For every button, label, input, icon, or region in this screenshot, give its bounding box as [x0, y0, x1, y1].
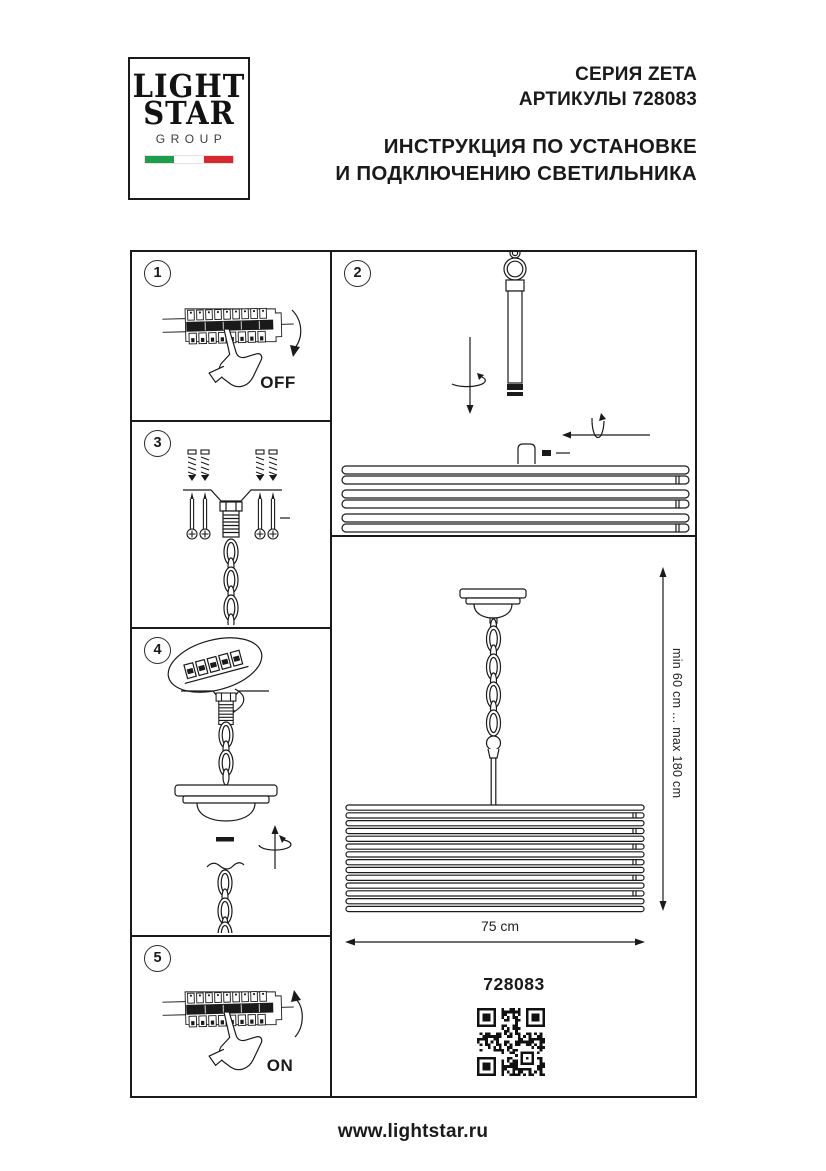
steps-column	[132, 252, 332, 1096]
width-label: 75 cm	[480, 918, 520, 934]
document-header	[335, 62, 697, 187]
step-number-5: 5	[144, 945, 171, 972]
step-number-2: 2	[344, 260, 371, 287]
right-column	[332, 252, 695, 1096]
article-number: 728083	[483, 974, 545, 994]
series-label: СЕРИЯ ZETA	[575, 64, 697, 85]
on-label: ON	[266, 1056, 294, 1075]
instruction-grid	[130, 250, 697, 1098]
step-2-panel	[332, 252, 695, 537]
step-3-panel	[132, 422, 330, 629]
doc-title-line2: И ПОДКЛЮЧЕНИЮ СВЕТИЛЬНИКА	[335, 162, 697, 185]
qr-code	[477, 1008, 545, 1076]
doc-title-line1: ИНСТРУКЦИЯ ПО УСТАНОВКЕ	[383, 135, 697, 158]
step-5-panel	[132, 937, 330, 1096]
height-range-label: min 60 cm ... max 180 cm	[670, 648, 684, 799]
logo-word-light: LIGHT	[132, 67, 246, 105]
article-label: АРТИКУЛЫ 728083	[518, 89, 697, 110]
logo-word-star: STAR	[143, 94, 235, 132]
footer-url: www.lightstar.ru	[337, 1121, 489, 1142]
step-1-panel	[132, 252, 330, 422]
step-number-1: 1	[144, 260, 171, 287]
lightstar-logo	[128, 57, 250, 200]
rod-shade-assembly-illustration	[332, 252, 695, 533]
step-4-panel	[132, 629, 330, 937]
step-number-4: 4	[144, 637, 171, 664]
canopy-wiring-illustration	[132, 629, 328, 933]
italian-flag-stripe	[144, 155, 234, 164]
off-label: OFF	[260, 373, 296, 392]
step-number-3: 3	[144, 430, 171, 457]
logo-word-group: GROUP	[155, 132, 228, 146]
